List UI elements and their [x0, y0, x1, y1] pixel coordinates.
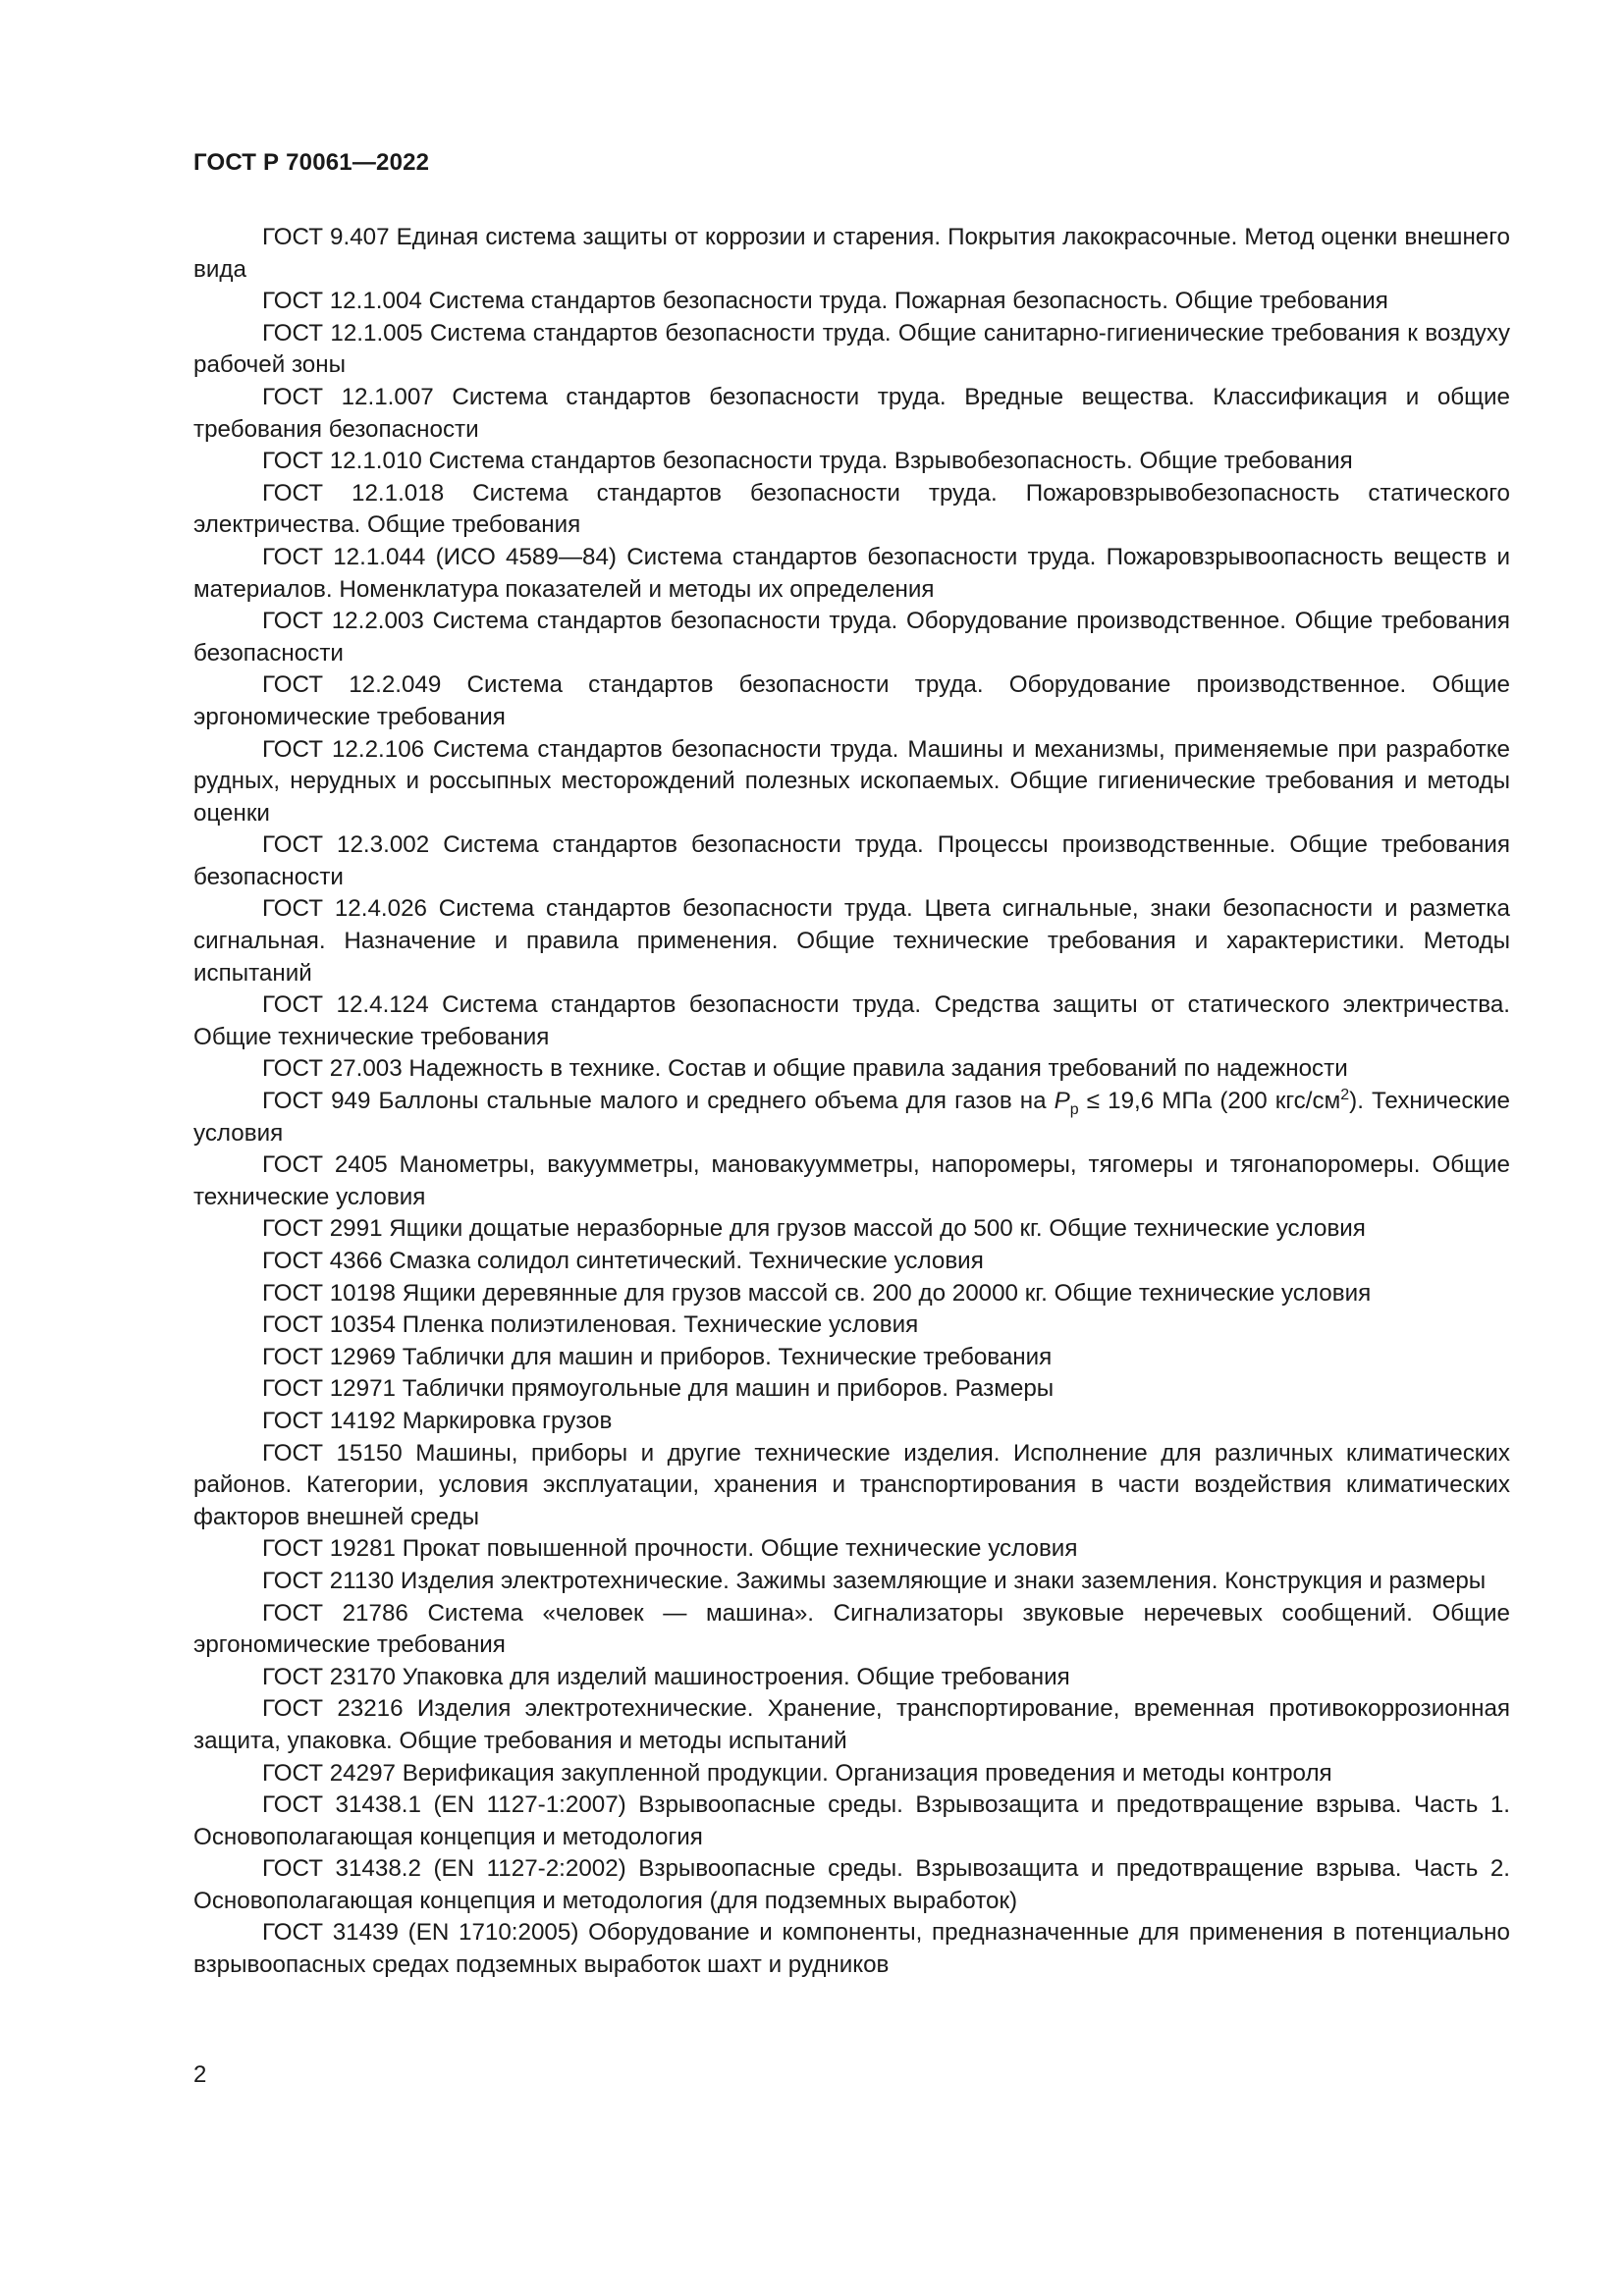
ref-949-text-middle: ≤ 19,6 МПа (200 кгс/см	[1078, 1088, 1341, 1115]
reference-entry: ГОСТ 12.1.010 Система стандартов безопасности труда. Взрывобезопасность. Общие требования	[262, 448, 1353, 475]
unit-superscript: 2	[1340, 1086, 1350, 1103]
reference-entry: ГОСТ 12969 Таблички для машин и приборов. Технические требования	[262, 1343, 1053, 1370]
reference-entry: ГОСТ 12.2.003 Система стандартов безопасности труда. Оборудование производственное. Общие требования безопасности	[193, 608, 1510, 667]
reference-entry: ГОСТ 12.3.002 Система стандартов безопасности труда. Процессы производственные. Общие требования безопасности	[193, 831, 1510, 890]
reference-entry: ГОСТ 21130 Изделия электротехнические. Зажимы заземляющие и знаки заземления. Конструкция и размеры	[262, 1567, 1487, 1594]
reference-entry: ГОСТ 12.1.018 Система стандартов безопасности труда. Пожаровзрывобезопасность статического электричества. Общие требования	[193, 479, 1510, 539]
reference-entry: ГОСТ 12971 Таблички прямоугольные для машин и приборов. Размеры	[262, 1375, 1055, 1403]
reference-entry: ГОСТ 12.1.004 Система стандартов безопасности труда. Пожарная безопасность. Общие требования	[262, 288, 1388, 315]
reference-entry: ГОСТ 12.1.005 Система стандартов безопасности труда. Общие санитарно-гигиенические требования к воздуху рабочей зоны	[193, 319, 1510, 379]
reference-entry: ГОСТ 10198 Ящики деревянные для грузов массой св. 200 до 20000 кг. Общие технические условия	[262, 1279, 1372, 1307]
reference-entry: ГОСТ 2405 Манометры, вакуумметры, мановакуумметры, напоромеры, тягомеры и тягонапоромеры. Общие технические условия	[193, 1151, 1510, 1210]
reference-entry: ГОСТ 31438.1 (EN 1127-1:2007) Взрывоопасные среды. Взрывозащита и предотвращение взрыва. Часть 1. Основополагающая концепция и методология	[193, 1791, 1510, 1850]
reference-entry: ГОСТ 12.1.044 (ИСО 4589—84) Система стандартов безопасности труда. Пожаровзрывоопасность веществ и материалов. Номенклатура показателей и методы их определения	[193, 543, 1510, 603]
reference-entry: ГОСТ 21786 Система «человек — машина». Сигнализаторы звуковые неречевых сообщений. Общие эргономические требования	[193, 1599, 1510, 1659]
reference-entry: ГОСТ 23216 Изделия электротехнические. Хранение, транспортирование, временная противокоррозионная защита, упаковка. Общие требования и методы испытаний	[193, 1695, 1510, 1754]
pressure-subscript: р	[1069, 1100, 1079, 1118]
reference-entry: ГОСТ 9.407 Единая система защиты от коррозии и старения. Покрытия лакокрасочные. Метод оценки внешнего вида	[193, 224, 1510, 283]
reference-entry: ГОСТ 19281 Прокат повышенной прочности. Общие технические условия	[262, 1535, 1078, 1563]
reference-entry: ГОСТ 12.4.124 Система стандартов безопасности труда. Средства защиты от статического электричества. Общие технические требования	[193, 991, 1510, 1050]
reference-entry: ГОСТ 23170 Упаковка для изделий машиностроения. Общие требования	[262, 1663, 1070, 1690]
reference-entry: ГОСТ 12.1.007 Система стандартов безопасности труда. Вредные вещества. Классификация и общие требования безопасности	[193, 383, 1510, 443]
normative-references-list	[193, 222, 1510, 1982]
reference-entry: ГОСТ 27.003 Надежность в технике. Состав и общие правила задания требований по надежности	[262, 1055, 1348, 1083]
ref-949-text-after: ). Технические условия	[193, 1088, 1510, 1147]
reference-entry-gost-949	[193, 1086, 1510, 1149]
reference-entry: ГОСТ 24297 Верификация закупленной продукции. Организация проведения и методы контроля	[262, 1759, 1332, 1787]
pressure-symbol: P	[1054, 1088, 1070, 1115]
reference-entry: ГОСТ 12.2.049 Система стандартов безопасности труда. Оборудование производственное. Общие эргономические требования	[193, 671, 1510, 730]
reference-entry: ГОСТ 10354 Пленка полиэтиленовая. Технические условия	[262, 1311, 919, 1339]
document-code-header: ГОСТ Р 70061—2022	[193, 149, 430, 176]
reference-entry: ГОСТ 12.2.106 Система стандартов безопасности труда. Машины и механизмы, применяемые при разработке рудных, нерудных и россыпных месторождений полезных ископаемых. Общие гигиенические требования и методы оценки	[193, 735, 1510, 827]
page-number: 2	[193, 2061, 207, 2088]
reference-entry: ГОСТ 4366 Смазка солидол синтетический. Технические условия	[262, 1248, 984, 1274]
reference-entry: ГОСТ 2991 Ящики дощатые неразборные для грузов массой до 500 кг. Общие технические условия	[262, 1215, 1366, 1243]
reference-entry: ГОСТ 15150 Машины, приборы и другие технические изделия. Исполнение для различных климатических районов. Категории, условия эксплуатации, хранения и транспортирования в части воздействия климатических факторов внешней среды	[193, 1439, 1510, 1530]
ref-949-text-before: ГОСТ 949 Баллоны стальные малого и среднего объема для газов на	[262, 1088, 1055, 1115]
reference-entry: ГОСТ 14192 Маркировка грузов	[262, 1407, 613, 1434]
reference-entry: ГОСТ 31439 (EN 1710:2005) Оборудование и компоненты, предназначенные для применения в потенциально взрывоопасных средах подземных выработок шахт и рудников	[193, 1919, 1510, 1979]
reference-entry: ГОСТ 12.4.026 Система стандартов безопасности труда. Цвета сигнальные, знаки безопасности и разметка сигнальная. Назначение и правила применения. Общие технические требования и характеристики. Методы испытаний	[193, 895, 1510, 987]
reference-entry: ГОСТ 31438.2 (EN 1127-2:2002) Взрывоопасные среды. Взрывозащита и предотвращение взрыва. Часть 2. Основополагающая концепция и методология (для подземных выработок)	[193, 1855, 1510, 1914]
